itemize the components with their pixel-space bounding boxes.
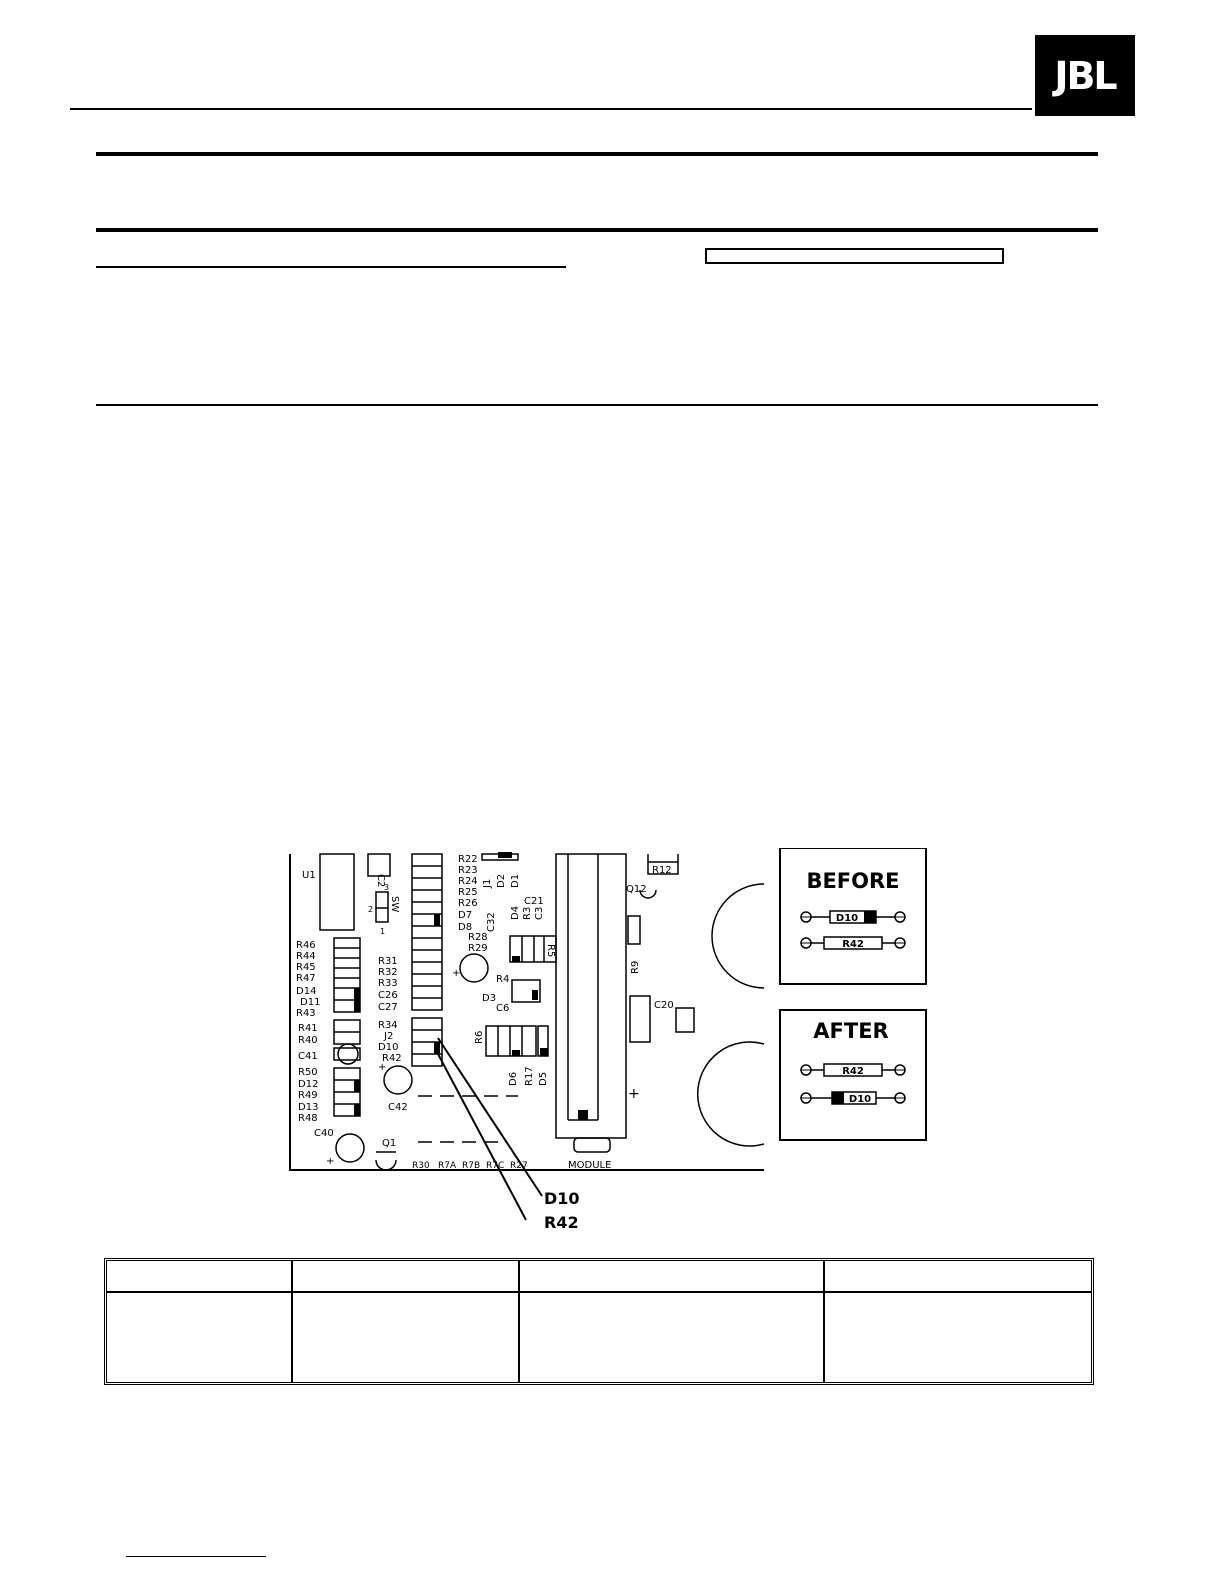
before-r42-label: R42	[842, 939, 864, 950]
pcb-label-r40: R40	[298, 1035, 318, 1046]
pcb-label-r34: R34	[378, 1020, 398, 1031]
pcb-label-r44: R44	[296, 951, 316, 962]
pcb-label-c42-plus: +	[378, 1062, 387, 1073]
pcb-label-r28: R28	[468, 932, 488, 943]
heading-rule-top	[96, 152, 1098, 156]
pcb-label-c3: C3	[534, 906, 545, 920]
pcb-label-r31: R31	[378, 956, 398, 967]
pcb-label-r7b: R7B	[462, 1161, 481, 1171]
pcb-label-c21: C21	[524, 896, 544, 907]
pcb-label-sw-pin1: 1	[380, 927, 386, 936]
pcb-label-d13: D13	[298, 1102, 319, 1113]
pcb-label-r4: R4	[496, 974, 510, 985]
after-r42-label: R42	[842, 1066, 864, 1077]
callout-d10: D10	[544, 1189, 580, 1208]
pcb-label-r24: R24	[458, 876, 478, 887]
pcb-label-r42: R42	[382, 1053, 402, 1064]
pcb-label-r3: R3	[522, 906, 533, 920]
table-col-divider-1	[291, 1261, 293, 1382]
pcb-label-r50: R50	[298, 1067, 318, 1078]
pcb-label-j2: J2	[384, 1031, 394, 1042]
pcb-label-c42: C42	[388, 1102, 408, 1113]
pcb-label-sw-pin3: 3	[384, 883, 390, 892]
pcb-label-c40-plus: +	[326, 1156, 335, 1167]
pcb-label-r23: R23	[458, 865, 478, 876]
pcb-label-d2: D2	[496, 873, 507, 888]
before-d10-label: D10	[835, 913, 859, 924]
pcb-label-c27: C27	[378, 1002, 398, 1013]
pcb-label-sw: SW	[389, 896, 400, 913]
pcb-label-d10: D10	[378, 1042, 399, 1053]
logo-text: JBL	[1054, 53, 1116, 98]
pcb-label-u1: U1	[302, 870, 316, 881]
pcb-label-d14: D14	[296, 986, 317, 997]
pcb-label-c32-plus: +	[452, 968, 461, 979]
before-title: BEFORE	[806, 869, 900, 893]
pcb-label-r5: R5	[545, 944, 556, 958]
before-inset	[780, 848, 926, 984]
pcb-label-c40: C40	[314, 1128, 334, 1139]
pcb-label-r27: R27	[510, 1161, 528, 1171]
pcb-label-r47: R47	[296, 973, 316, 984]
section-rule	[96, 404, 1098, 406]
pcb-label-r46: R46	[296, 940, 316, 951]
pcb-label-r12: R12	[652, 865, 672, 876]
pcb-label-r49: R49	[298, 1090, 318, 1101]
table-header-row	[107, 1261, 1091, 1293]
pcb-label-r7c: R7C	[486, 1161, 505, 1171]
pcb-figure	[286, 848, 936, 1238]
pcb-label-d4: D4	[510, 905, 521, 920]
pcb-label-c20: C20	[654, 1000, 674, 1011]
pcb-label-d3: D3	[482, 993, 497, 1004]
pcb-label-r26: R26	[458, 898, 478, 909]
pcb-label-j1: J1	[482, 878, 493, 888]
callout-r42: R42	[544, 1213, 579, 1232]
pcb-label-r32: R32	[378, 967, 398, 978]
heading-rule-bottom	[96, 228, 1098, 232]
pcb-label-q1: Q1	[382, 1138, 397, 1149]
pcb-label-r17: R17	[524, 1066, 535, 1086]
jbl-logo	[1035, 35, 1135, 116]
pcb-label-d7: D7	[458, 910, 473, 921]
pcb-label-d5: D5	[538, 1071, 549, 1086]
pcb-label-sw-pin2: 2	[368, 905, 374, 914]
after-d10-label: D10	[848, 1094, 872, 1105]
pcb-label-c6: C6	[496, 1003, 510, 1014]
pcb-label-d12: D12	[298, 1079, 319, 1090]
pcb-label-r6: R6	[474, 1030, 485, 1044]
pcb-label-cap-plus: +	[628, 1086, 640, 1102]
after-inset	[780, 1010, 926, 1140]
pcb-label-r9: R9	[630, 960, 641, 974]
pcb-label-c41: C41	[298, 1051, 318, 1062]
pcb-label-r22: R22	[458, 854, 478, 865]
pcb-label-r25: R25	[458, 887, 478, 898]
pcb-label-d1: D1	[510, 873, 521, 888]
table-col-divider-3	[823, 1261, 825, 1382]
pcb-label-r33: R33	[378, 978, 398, 989]
pcb-label-r41: R41	[298, 1023, 318, 1034]
pcb-label-r45: R45	[296, 962, 316, 973]
pcb-label-r30: R30	[412, 1161, 430, 1171]
pcb-label-r48: R48	[298, 1113, 318, 1124]
subject-underline	[96, 266, 566, 268]
parts-table	[104, 1258, 1094, 1385]
info-box	[705, 248, 1004, 264]
pcb-label-c26: C26	[378, 990, 398, 1001]
pcb-label-r7a: R7A	[438, 1161, 457, 1171]
pcb-label-c32: C32	[486, 912, 497, 932]
pcb-label-d6: D6	[508, 1071, 519, 1086]
pcb-label-module: MODULE	[568, 1160, 612, 1171]
pcb-label-q12: Q12	[626, 884, 647, 895]
after-title: AFTER	[813, 1019, 889, 1043]
pcb-label-c2: C2	[375, 874, 386, 888]
table-col-divider-2	[518, 1261, 520, 1382]
pcb-label-r43: R43	[296, 1008, 316, 1019]
pcb-label-d11: D11	[300, 997, 321, 1008]
header-rule	[70, 108, 1032, 110]
footer-rule	[126, 1556, 266, 1557]
pcb-label-r29: R29	[468, 943, 488, 954]
pcb-label-d8: D8	[458, 922, 473, 933]
